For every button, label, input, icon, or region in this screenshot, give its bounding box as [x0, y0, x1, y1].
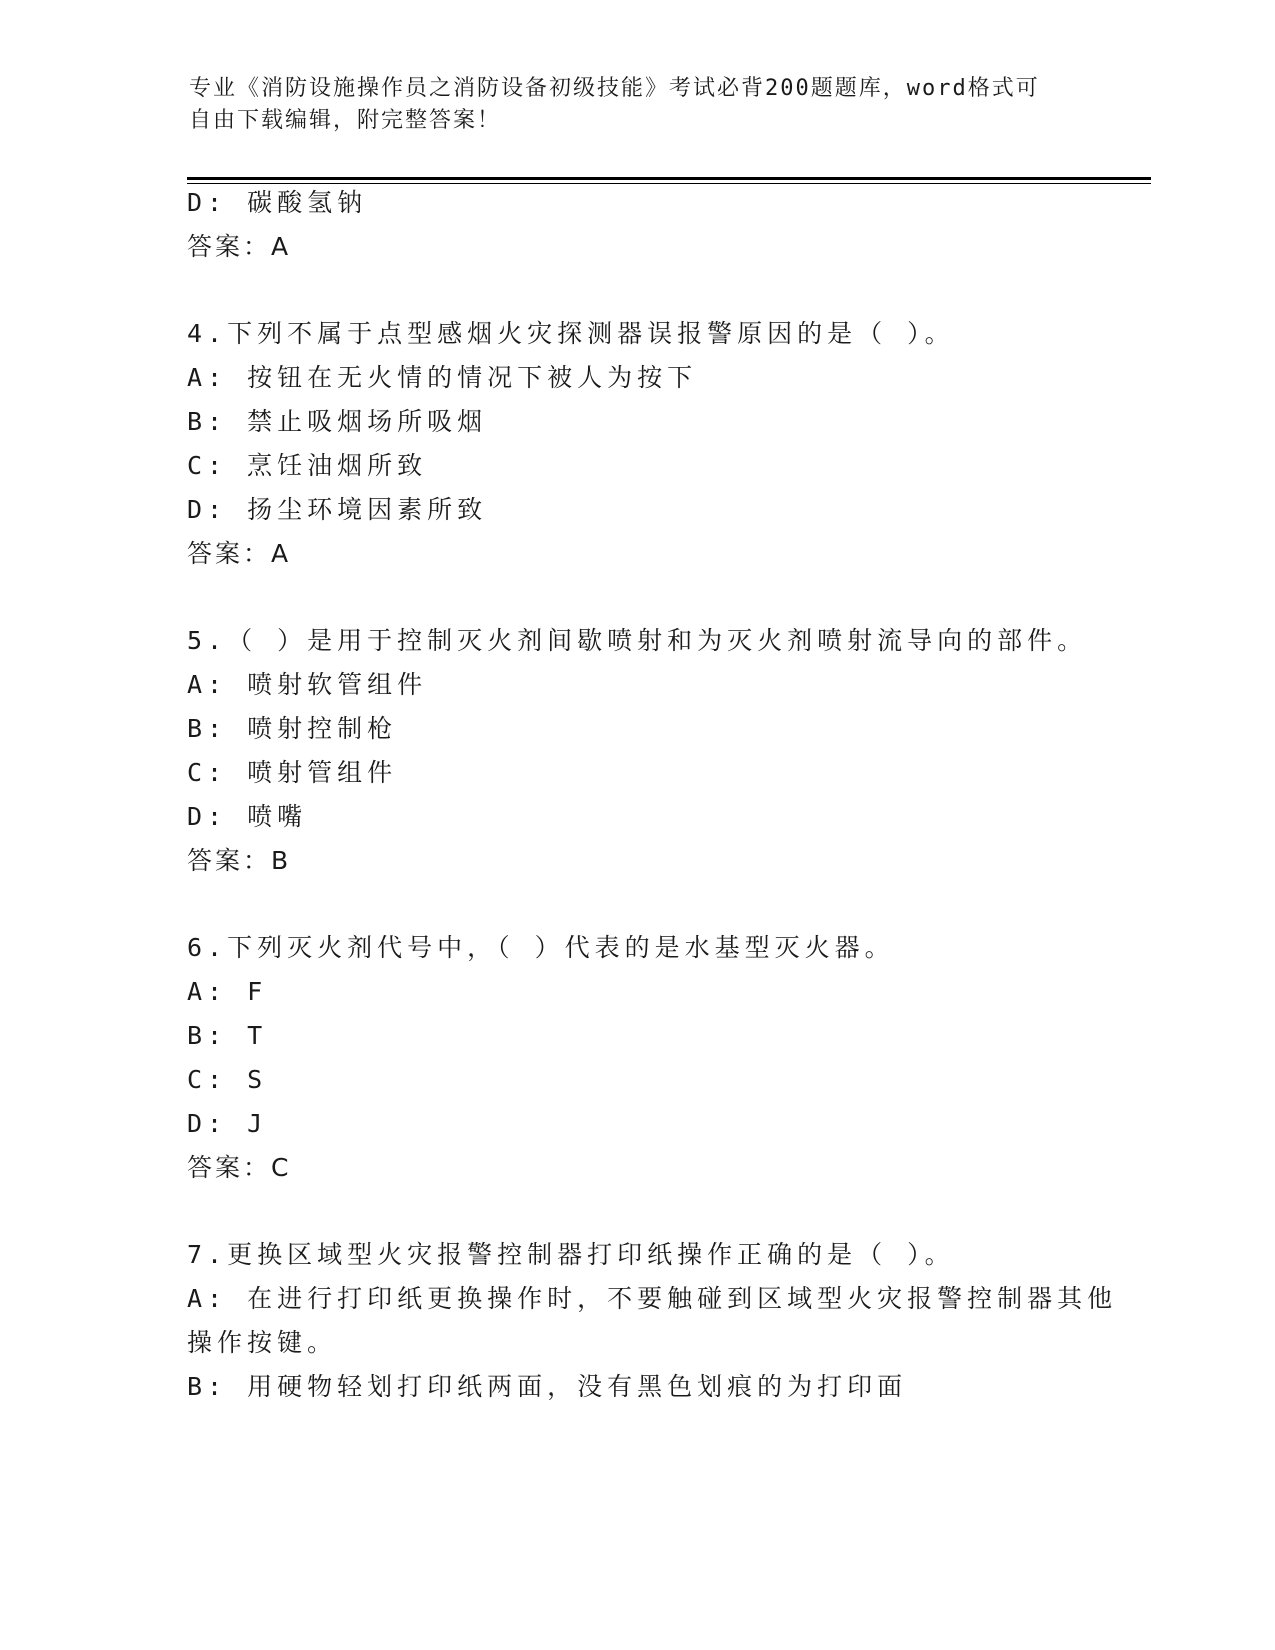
q7-option-b: B: 用硬物轻划打印纸两面，没有黑色划痕的为打印面	[187, 1372, 908, 1401]
header-title-line-2: 自由下载编辑，附完整答案！	[189, 108, 502, 133]
q7-option-a-line-1: A: 在进行打印纸更换操作时，不要触碰到区域型火灾报警控制器其他	[187, 1284, 1118, 1313]
q7-option-a-line-2: 操作按键。	[187, 1328, 338, 1357]
q3-option-d: D: 碳酸氢钠	[187, 188, 368, 217]
q6-option-c: C: S	[187, 1065, 268, 1094]
q4-option-b: B: 禁止吸烟场所吸烟	[187, 407, 488, 436]
header-title-line-1: 专业《消防设施操作员之消防设备初级技能》考试必背200题题库，word格式可	[189, 76, 1040, 101]
q5-answer: 答案：B	[187, 846, 292, 875]
q4-option-c: C: 烹饪油烟所致	[187, 451, 428, 480]
q6-answer: 答案：C	[187, 1153, 292, 1182]
q7-stem: 7.更换区域型火灾报警控制器打印纸操作正确的是（ ）。	[187, 1240, 955, 1269]
document-header	[189, 73, 1069, 137]
q6-stem: 6.下列灭火剂代号中，（ ）代表的是水基型灭火器。	[187, 933, 895, 962]
q4-option-a: A: 按钮在无火情的情况下被人为按下	[187, 363, 698, 392]
q6-option-a: A: F	[187, 977, 268, 1006]
q4-answer: 答案：A	[187, 539, 292, 568]
q6-option-b: B: T	[187, 1021, 268, 1050]
q6-option-d: D: J	[187, 1109, 268, 1138]
header-divider-thick	[187, 177, 1151, 180]
q4-option-d: D: 扬尘环境因素所致	[187, 495, 488, 524]
q5-option-b: B: 喷射控制枪	[187, 714, 398, 743]
q5-option-d: D: 喷嘴	[187, 802, 308, 831]
q5-stem: 5.（ ）是用于控制灭火剂间歇喷射和为灭火剂喷射流导向的部件。	[187, 626, 1088, 655]
q4-stem: 4.下列不属于点型感烟火灾探测器误报警原因的是（ ）。	[187, 319, 955, 348]
q5-option-a: A: 喷射软管组件	[187, 670, 428, 699]
q5-option-c: C: 喷射管组件	[187, 758, 398, 787]
q3-answer: 答案：A	[187, 232, 292, 261]
